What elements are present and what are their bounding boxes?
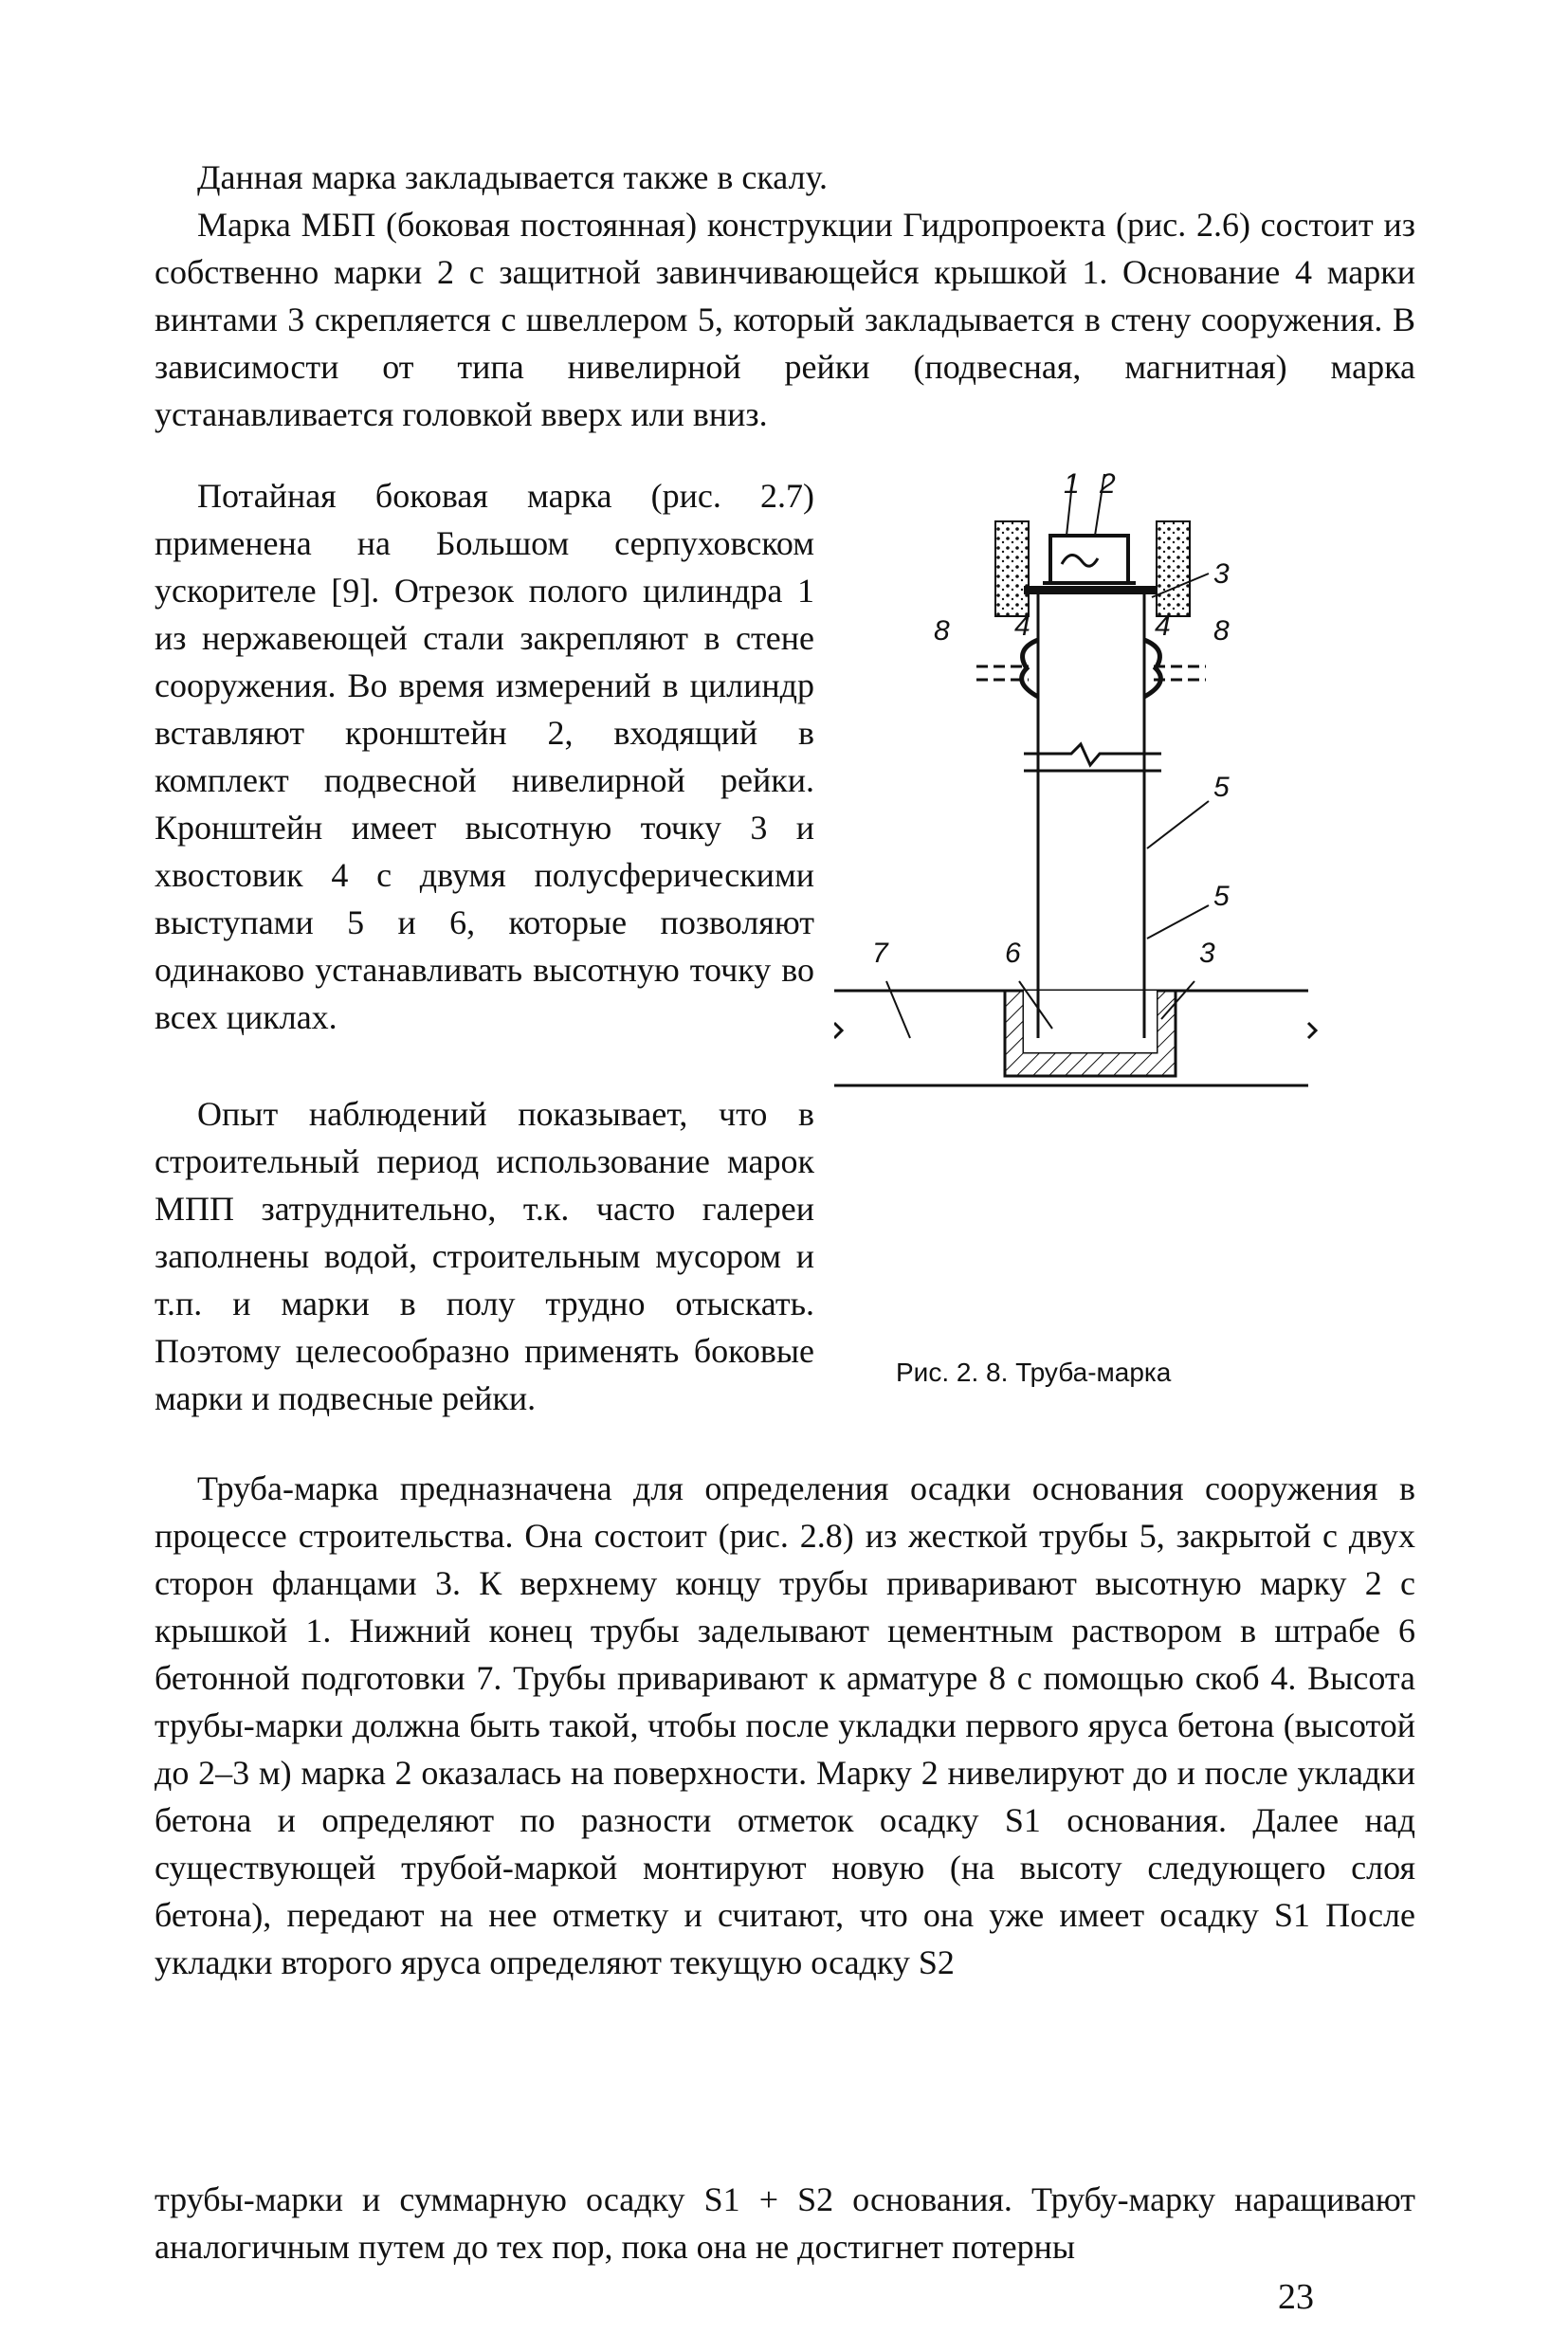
page-number: 23	[1278, 2277, 1314, 2317]
paragraph-5-continued: трубы-марки и суммарную осадку S1 + S2 основания. Трубу-марку наращивают аналогичным путем до тех пор, пока она не достигнет потерны	[155, 2180, 1415, 2266]
paragraph-1: Данная марка закладывается также в скалу.	[197, 158, 828, 196]
paragraph-5: Труба-марка предназначена для определения осадки основания сооружения в процессе строительства. Она состоит (рис. 2.8) из жесткой трубы 5, закрытой с двух сторон фланцами 3. К верхнему концу трубы приваривают высотную марку 2 с крышкой 1. Нижний конец трубы заделывают цементным раствором в штрабе 6 бетонной подготовки 7. Трубы приваривают к арматуре 8 с помощью скоб 4. Высота трубы-марки должна быть такой, чтобы после укладки первого яруса бетона (высотой до 2–3 м) марка 2 оказалась на поверхности. Марку 2 нивелируют до и после укладки бетона и определяют по разности отметок осадку S1 основания. Далее над существующей трубой-маркой монтируют новую (на высоту следующего слоя бетона), передают на нее отметку и считают, что она уже имеет осадку S1 После укладки второго яруса определяют текущую осадку S2	[155, 1469, 1415, 1981]
left-concrete-wall	[995, 521, 1029, 616]
label-8-right: 8	[1213, 615, 1230, 647]
label-1: 1	[1064, 469, 1080, 500]
label-8-left: 8	[934, 615, 950, 647]
label-3-bottom: 3	[1199, 938, 1215, 969]
paragraph-2: Марка МБП (боковая постоянная) конструкции Гидропроекта (рис. 2.6) состоит из собственно марки 2 с защитной завинчивающейся крышкой 1. Основание 4 марки винтами 3 скрепляется с швеллером 5, который закладывается в стену сооружения. В зависимости от типа нивелирной рейки (подвесная, магнитная) марка устанавливается головкой вверх или вниз.	[155, 206, 1415, 433]
figure-caption: Рис. 2. 8. Труба-марка	[896, 1358, 1172, 1387]
pipe-mark-drawing	[834, 469, 1327, 1341]
label-5-low: 5	[1213, 881, 1230, 912]
label-2: 2	[1100, 469, 1116, 500]
label-6: 6	[1005, 938, 1021, 969]
right-concrete-wall	[1157, 521, 1190, 616]
figure-pipe-mark	[834, 469, 1327, 1341]
left-bracket	[1022, 640, 1038, 697]
label-4-right: 4	[1155, 611, 1171, 642]
label-4-left: 4	[1014, 611, 1030, 642]
break-line-top	[1024, 744, 1161, 765]
height-mark-head	[1050, 536, 1128, 583]
label-3-top: 3	[1213, 558, 1230, 590]
right-bracket	[1144, 640, 1160, 697]
paragraph-3: Потайная боковая марка (рис. 2.7) применена на Большом серпуховском ускорителе [9]. Отрезок полого цилиндра 1 из нержавеющей стали закрепляют в стене сооружения. Во время измерений в цилиндр вставляют кронштейн 2, входящий в комплект подвесной нивелирной рейки. Кронштейн имеет высотную точку 3 и хвостовик 4 с двумя полусферическими выступами 5 и 6, которые позволяют одинаково устанавливать высотную точку во всех циклах.	[155, 477, 814, 1036]
top-flange	[1024, 586, 1157, 594]
label-5-mid: 5	[1213, 772, 1230, 803]
label-7: 7	[872, 938, 888, 969]
paragraph-4: Опыт наблюдений показывает, что в строительный период использование марок МПП затруднительно, т.к. часто галереи заполнены водой, строительным мусором и т.п. и марки в полу трудно отыскать. Поэтому целесообразно применять боковые марки и подвесные рейки.	[155, 1095, 814, 1417]
